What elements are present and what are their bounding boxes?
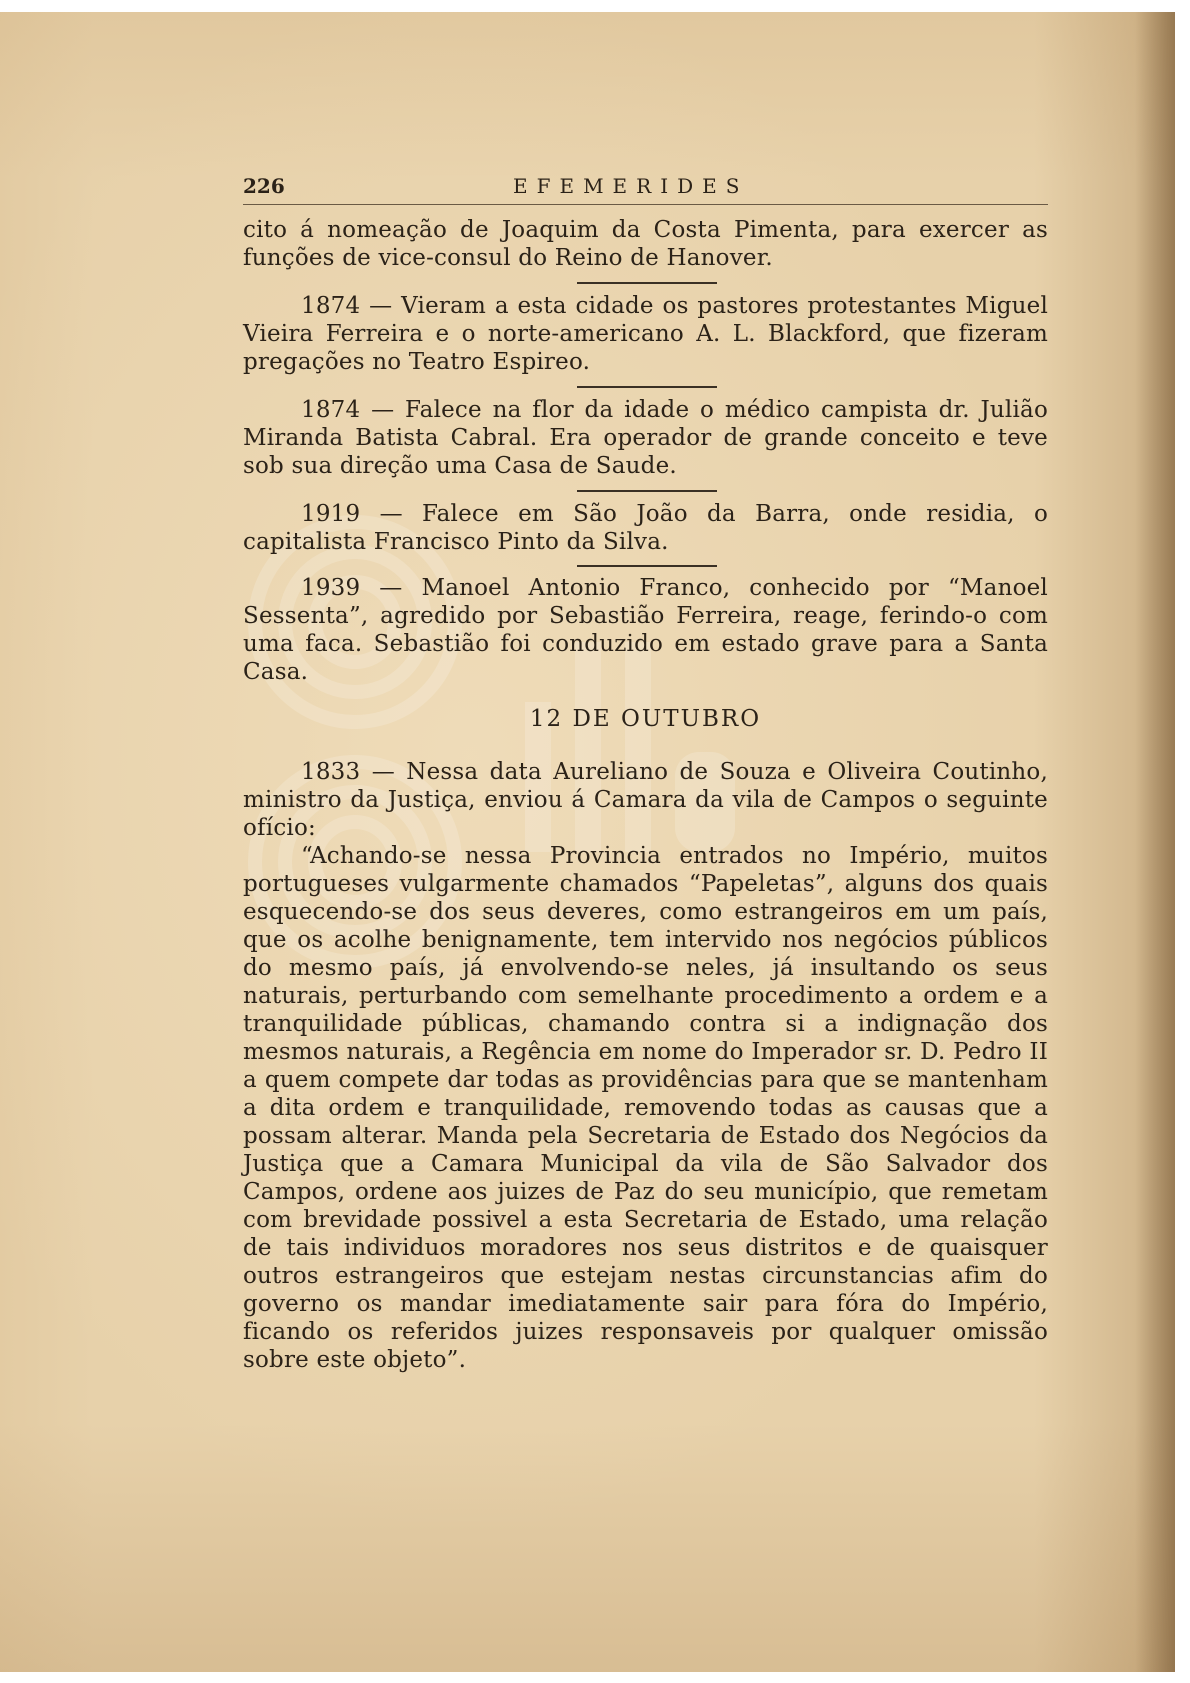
entry-separator xyxy=(577,386,717,388)
entry-1833-quote: “Achando-se nessa Provincia entrados no Império, muitos portugueses vulgarmente chamados “Papeletas”, alguns dos quais esquecendo-se dos seus deveres, como estrangeiros em um país, que os acolhe benignamente, tem intervido nos negócios públicos do mesmo país, já envolvendo-se neles, já insultando os seus naturais, perturbando com semelhante procedimento a ordem e a tranquilidade públicas, chamando contra si a indignação dos mesmos naturais, a Regência em nome do Imperador sr. D. Pedro II a quem compete dar todas as providências para que se mantenham a dita ordem e tranquilidade, removendo todas as causas que a possam alterar. Manda pela Secretaria de Estado dos Negócios da Justiça que a Camara Municipal da vila de São Salvador dos Campos, ordene aos juizes de Paz do seu município, que remetam com brevidade possivel a esta Secretaria de Estado, uma relação de tais individuos moradores nos seus distritos e de quaisquer outros estrangeiros que estejam nestas circunstancias afim do governo os mandar imediatamente sair para fóra do Império, ficando os referidos juizes responsaveis por qualquer omissão sobre este objeto”. xyxy=(243,843,1048,1373)
entry-separator xyxy=(577,490,717,492)
binding-shadow xyxy=(1135,12,1175,1672)
entry-separator xyxy=(577,565,717,567)
running-title: EFEMERIDES xyxy=(513,174,749,198)
entry-1874-medico: 1874 — Falece na flor da idade o médico campista dr. Julião Miranda Batista Cabral. Era operador de grande conceito e teve sob sua direção uma Casa de Saude. xyxy=(243,397,1048,479)
entry-continuation: cito á nomeação de Joaquim da Costa Pimenta, para exercer as funções de vice-consul do Reino de Hanover. xyxy=(243,217,1048,271)
entry-1939: 1939 — Manoel Antonio Franco, conhecido por “Manoel Sessenta”, agredido por Sebastião Ferreira, reage, ferindo-o com uma faca. Sebastião foi conduzido em estado grave para a Santa Casa. xyxy=(243,575,1048,685)
entry-separator xyxy=(577,282,717,284)
section-heading: 12 DE OUTUBRO xyxy=(529,706,762,732)
page-number: 226 xyxy=(243,174,285,198)
entry-1919: 1919 — Falece em São João da Barra, onde residia, o capitalista Francisco Pinto da Silva. xyxy=(243,501,1048,555)
page-header xyxy=(243,174,1048,205)
entry-1874-protestants: 1874 — Vieram a esta cidade os pastores protestantes Miguel Vieira Ferreira e o norte-americano A. L. Blackford, que fizeram pregações no Teatro Espireo. xyxy=(243,293,1048,375)
entry-1833-oficio: 1833 — Nessa data Aureliano de Souza e Oliveira Coutinho, ministro da Justiça, enviou á Camara da vila de Campos o seguinte ofício: xyxy=(243,759,1048,841)
